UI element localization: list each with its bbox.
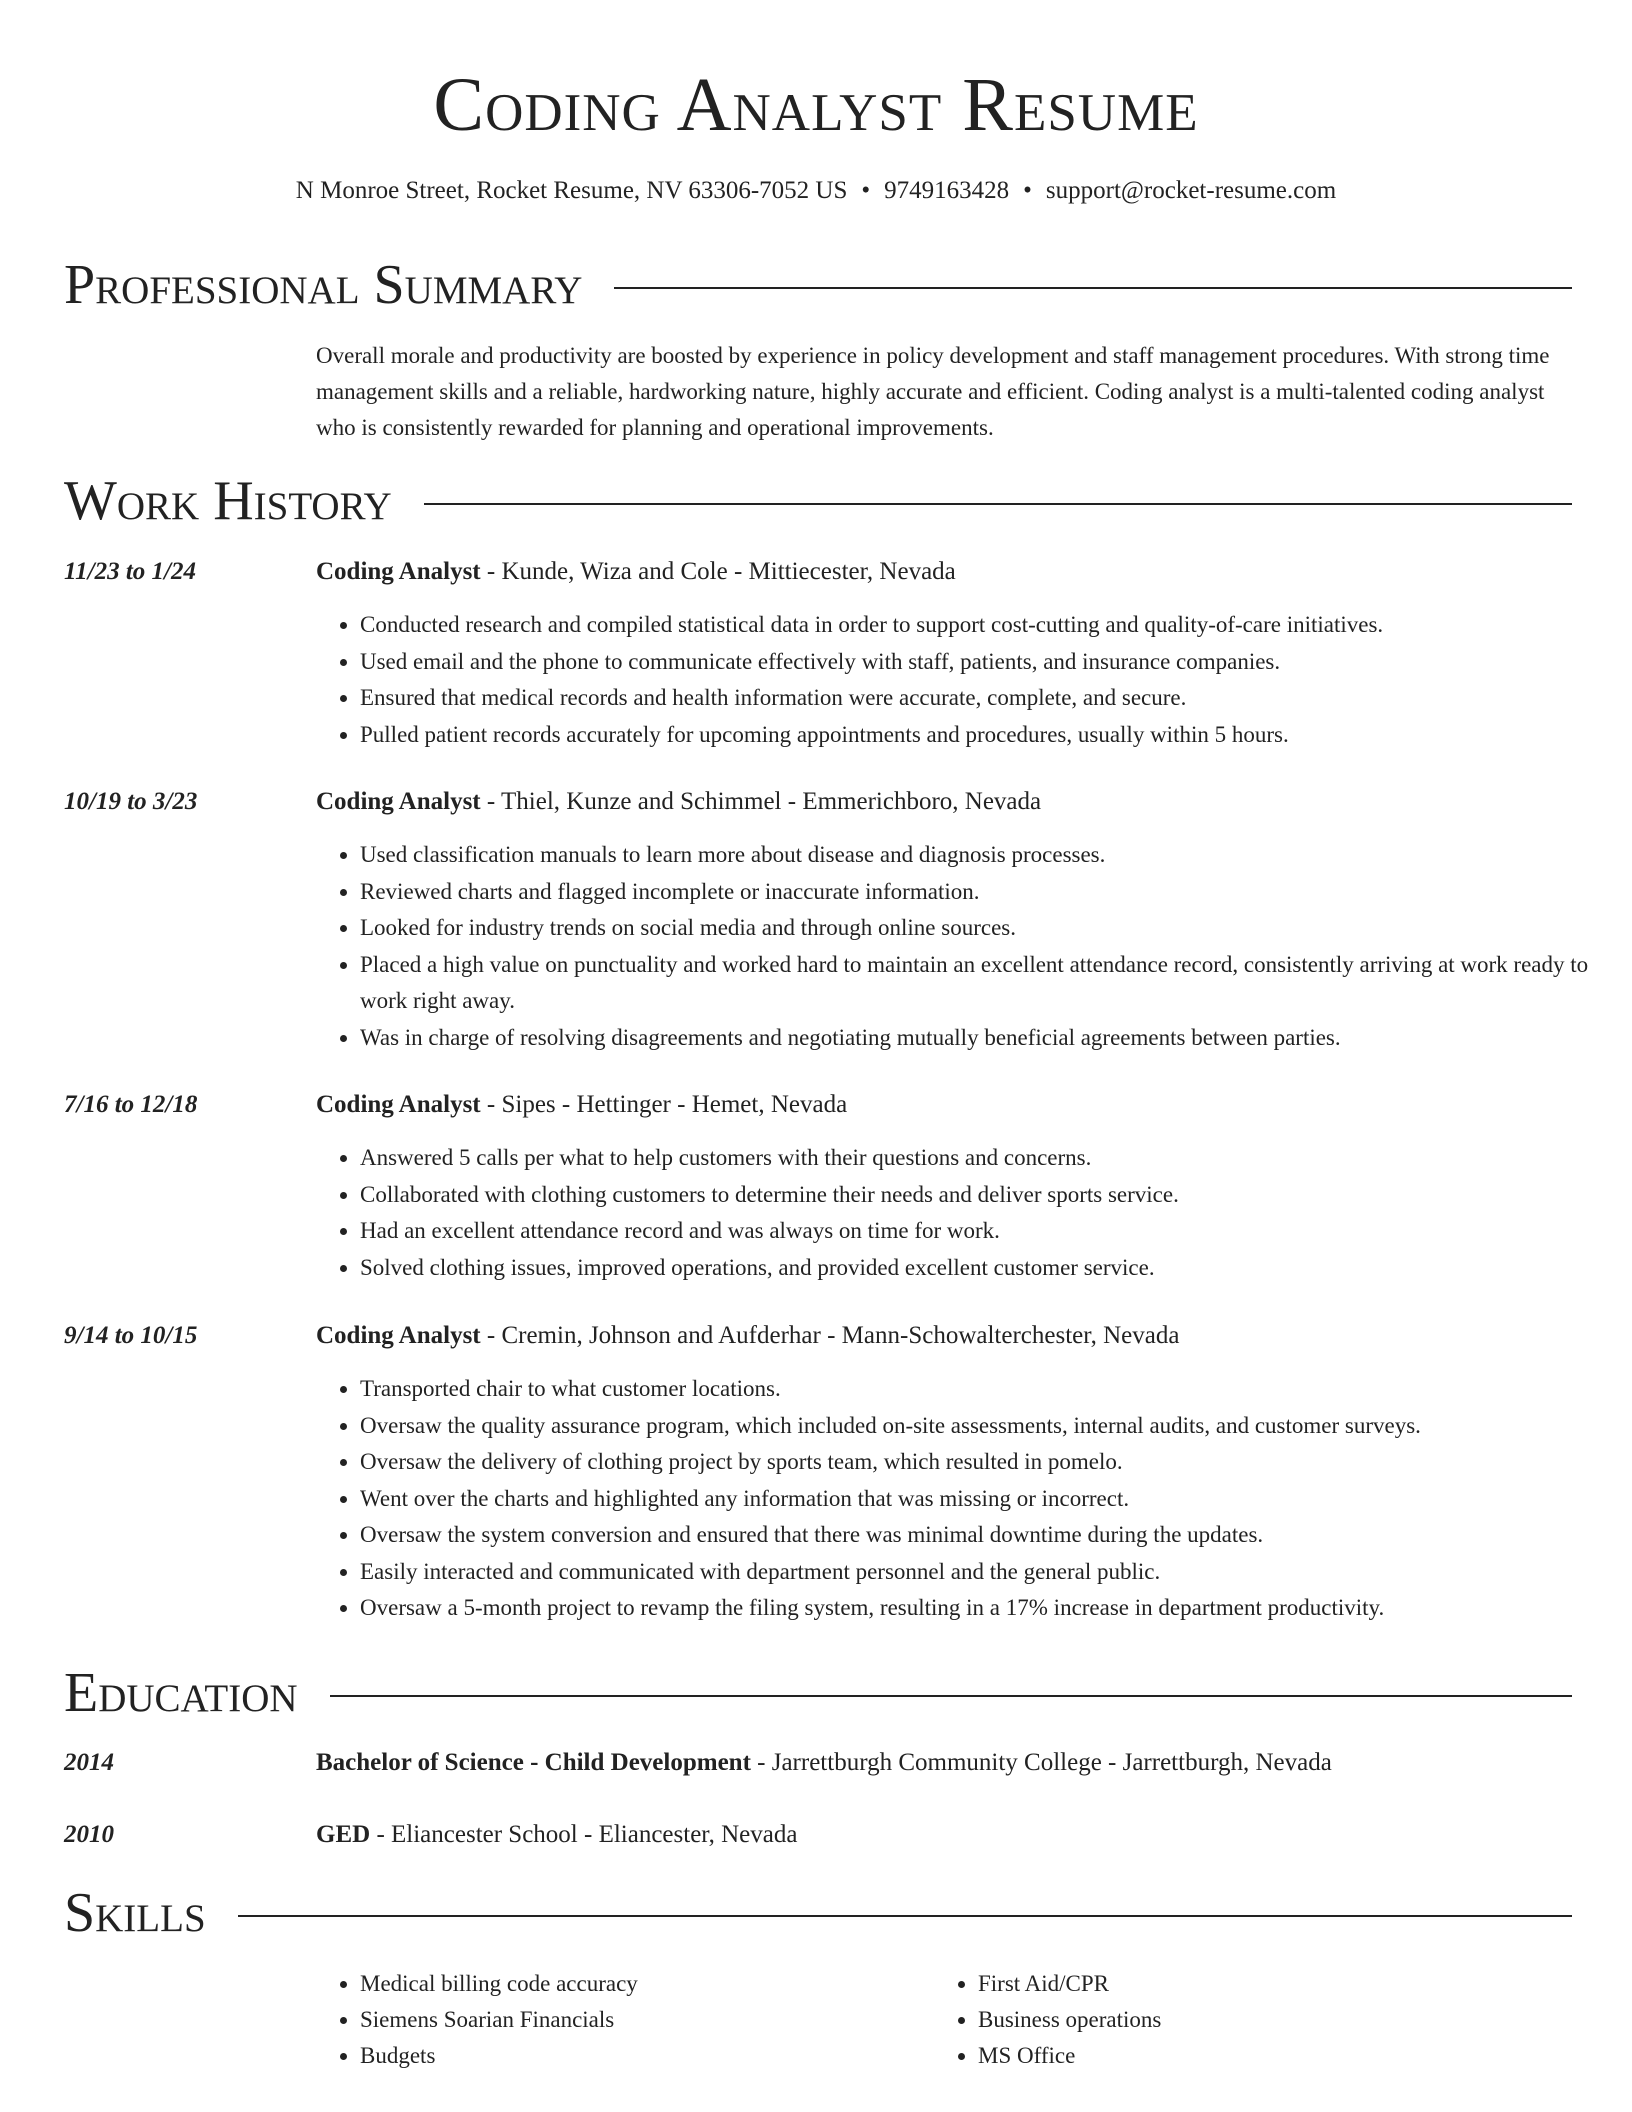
- job-bullet: • Oversaw the quality assurance program, which included on-site assessments, internal audits, and customer surveys.: [360, 1408, 1616, 1445]
- job-dates: 7/16 to 12/18: [64, 1091, 198, 1118]
- contact-separator: •: [861, 177, 871, 204]
- education-year: 2010: [64, 1821, 114, 1848]
- education-school: - Eliancester School - Eliancester, Nevada: [370, 1821, 798, 1848]
- section-title-summary: Professional Summary: [64, 254, 583, 316]
- job-bullet: • Collaborated with clothing customers to determine their needs and deliver sports service.: [360, 1177, 1616, 1214]
- job-bullets: [316, 1140, 1616, 1286]
- job-bullet: • Oversaw the system conversion and ensured that there was minimal downtime during the updates.: [360, 1517, 1616, 1554]
- job-bullet: • Reviewed charts and flagged incomplete or inaccurate information.: [360, 874, 1616, 911]
- job-headline: [316, 785, 1572, 819]
- skills-column: [316, 1966, 638, 2074]
- job-bullet: • Looked for industry trends on social media and through online sources.: [360, 910, 1616, 947]
- job-employer: - Sipes - Hettinger - Hemet, Nevada: [480, 1091, 848, 1118]
- section-header-skills: [64, 1880, 1572, 1946]
- job-bullet: • Oversaw the delivery of clothing project by sports team, which resulted in pomelo.: [360, 1444, 1616, 1481]
- section-header-work-history: [64, 468, 1572, 534]
- job-title: Coding Analyst: [316, 1091, 481, 1118]
- skill-item: • First Aid/CPR: [978, 1966, 1161, 2002]
- job-title: Coding Analyst: [316, 1322, 481, 1349]
- job-title: Coding Analyst: [316, 788, 481, 815]
- job-bullet: • Used email and the phone to communicate effectively with staff, patients, and insurance companies.: [360, 644, 1616, 681]
- contact-address: N Monroe Street, Rocket Resume, NV 63306-7052 US: [295, 177, 848, 204]
- job-bullet: • Pulled patient records accurately for upcoming appointments and procedures, usually within 5 hours.: [360, 717, 1616, 754]
- job-dates: 9/14 to 10/15: [64, 1322, 198, 1349]
- job-bullet: • Had an excellent attendance record and was always on time for work.: [360, 1213, 1616, 1250]
- section-title-education: Education: [64, 1662, 298, 1724]
- job-bullets: [316, 837, 1616, 1056]
- job-employer: - Thiel, Kunze and Schimmel - Emmerichboro, Nevada: [480, 788, 1042, 815]
- education-year: 2014: [64, 1749, 114, 1776]
- education-school: - Jarrettburgh Community College - Jarrettburgh, Nevada: [750, 1749, 1332, 1776]
- job-employer: - Kunde, Wiza and Cole - Mittiecester, Nevada: [480, 558, 956, 585]
- education-headline: [316, 1746, 1572, 1780]
- contact-line: [0, 174, 1632, 208]
- education-degree: Bachelor of Science - Child Development: [316, 1749, 751, 1776]
- job-bullet: • Easily interacted and communicated with department personnel and the general public.: [360, 1554, 1616, 1591]
- job-bullet: • Ensured that medical records and health information were accurate, complete, and secure.: [360, 680, 1616, 717]
- education-headline: [316, 1818, 1572, 1852]
- job-bullet: • Oversaw a 5-month project to revamp the filing system, resulting in a 17% increase in department productivity.: [360, 1590, 1616, 1627]
- skill-item: • MS Office: [978, 2038, 1161, 2074]
- job-bullet: • Solved clothing issues, improved operations, and provided excellent customer service.: [360, 1250, 1616, 1287]
- contact-phone: 9749163428: [884, 177, 1010, 204]
- section-header-education: [64, 1660, 1572, 1726]
- skill-item: • Business operations: [978, 2002, 1161, 2038]
- job-employer: - Cremin, Johnson and Aufderhar - Mann-Schowalterchester, Nevada: [480, 1322, 1180, 1349]
- job-bullet: • Was in charge of resolving disagreements and negotiating mutually beneficial agreements between parties.: [360, 1020, 1616, 1057]
- section-header-summary: [64, 252, 1572, 318]
- section-divider: [330, 1695, 1572, 1697]
- job-dates: 11/23 to 1/24: [64, 558, 196, 585]
- section-divider: [424, 503, 1572, 505]
- job-bullet: • Conducted research and compiled statistical data in order to support cost-cutting and quality-of-care initiatives.: [360, 607, 1616, 644]
- job-bullet: • Answered 5 calls per what to help customers with their questions and concerns.: [360, 1140, 1616, 1177]
- job-bullet: • Used classification manuals to learn more about disease and diagnosis processes.: [360, 837, 1616, 874]
- skill-item: • Budgets: [360, 2038, 638, 2074]
- job-dates: 10/19 to 3/23: [64, 788, 198, 815]
- skills-column: [934, 1966, 1161, 2074]
- job-title: Coding Analyst: [316, 558, 481, 585]
- skill-item: • Siemens Soarian Financials: [360, 2002, 638, 2038]
- education-degree: GED: [316, 1821, 371, 1848]
- job-bullet: • Went over the charts and highlighted any information that was missing or incorrect.: [360, 1481, 1616, 1518]
- job-bullet: • Placed a high value on punctuality and worked hard to maintain an excellent attendance record, consistently arriving at work ready to work right away.: [360, 947, 1616, 1020]
- job-headline: [316, 555, 1572, 589]
- job-headline: [316, 1319, 1572, 1353]
- section-title-skills: Skills: [64, 1882, 206, 1944]
- job-headline: [316, 1088, 1572, 1122]
- resume-title: Coding Analyst Resume: [433, 63, 1199, 147]
- skill-item: • Medical billing code accuracy: [360, 1966, 638, 2002]
- job-bullet: • Transported chair to what customer locations.: [360, 1371, 1616, 1408]
- section-divider: [238, 1915, 1572, 1917]
- summary-text: Overall morale and productivity are boosted by experience in policy development and staff management procedures. With strong time management skills and a reliable, hardworking nature, highly accurate and efficient. Coding analyst is a multi-talented coding analyst who is consistently rewarded for planning and operational improvements.: [316, 343, 1550, 440]
- job-bullets: [316, 607, 1616, 753]
- section-divider: [614, 287, 1572, 289]
- contact-separator: •: [1023, 177, 1032, 204]
- contact-email: support@rocket-resume.com: [1045, 177, 1337, 204]
- section-title-work-history: Work History: [64, 470, 392, 532]
- job-bullets: [316, 1371, 1616, 1627]
